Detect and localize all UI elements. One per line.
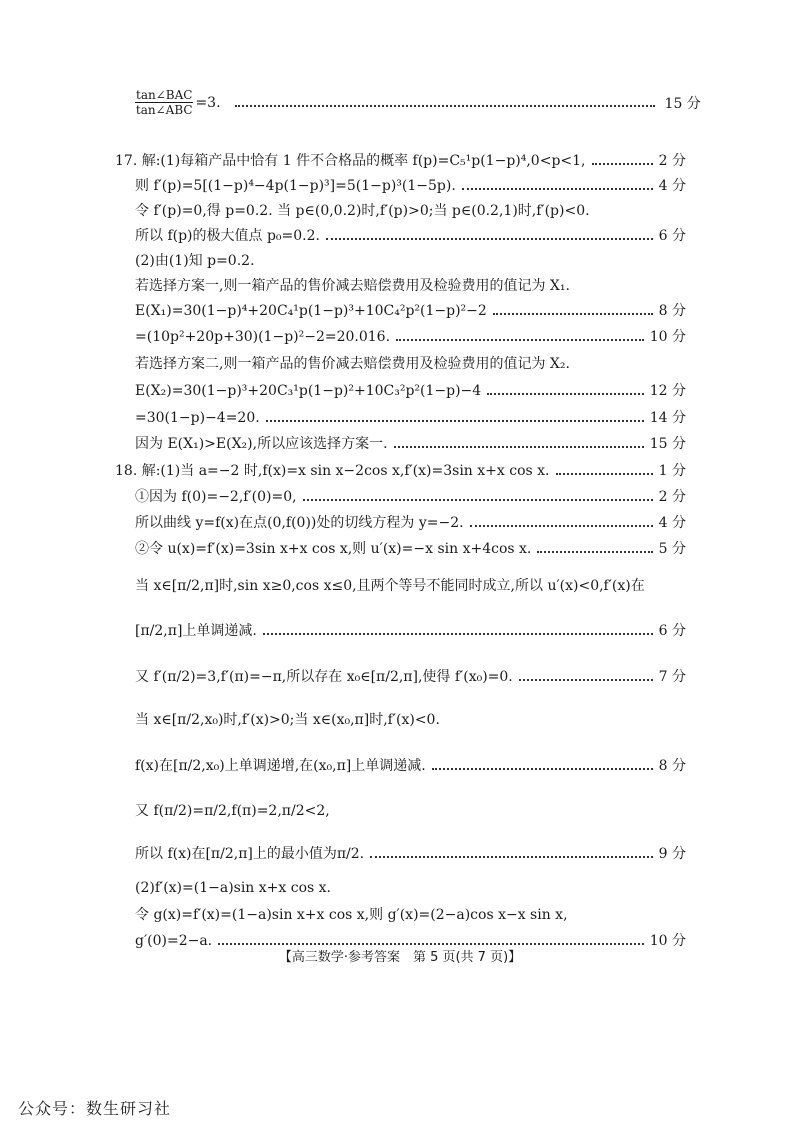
- tan-ratio-fraction: [135, 88, 193, 117]
- score-label: 7 分: [658, 669, 686, 685]
- line-text: 所以曲线 y=f(x)在点(0,f(0))处的切线方程为 y=−2.: [135, 515, 464, 531]
- solution-line: [135, 380, 686, 402]
- score-label: 2 分: [658, 489, 686, 505]
- leader-dots: [432, 766, 653, 770]
- line-text: 所以 f(p)的极大值点 p₀=0.2.: [135, 228, 320, 244]
- score-label: 12 分: [649, 383, 686, 399]
- score-label: 2 分: [658, 153, 686, 169]
- score-label: 15 分: [649, 436, 686, 452]
- score-label: 10 分: [649, 933, 686, 949]
- line-text: ①因为 f(0)=−2,f′(0)=0,: [135, 489, 297, 505]
- score-label: 5 分: [658, 541, 686, 557]
- line-text: 则 f′(p)=5[(1−p)⁴−4p(1−p)³]=5(1−p)³(1−5p).: [135, 178, 456, 194]
- line-text: 当 x∈[π/2,π]时,sin x≥0,cos x≤0,且两个等号不能同时成立,所以 u′(x)<0,f′(x)在: [135, 578, 645, 594]
- line-text: [π/2,π]上单调递减.: [135, 623, 257, 639]
- score-label: 9 分: [658, 846, 686, 862]
- solution-line: [135, 800, 686, 822]
- watermark-text: 公众号：数生研习社: [18, 1099, 172, 1118]
- solution-line: [135, 433, 686, 455]
- fraction-numerator: tan∠BAC: [136, 88, 193, 102]
- leader-dots: [592, 161, 653, 165]
- solution-line: [135, 575, 686, 597]
- solution-line: [135, 904, 686, 926]
- leader-dots: [537, 549, 652, 553]
- score-label: 4 分: [658, 178, 686, 194]
- solution-line: [135, 843, 686, 865]
- line-text: 令 f′(p)=0,得 p=0.2. 当 p∈(0,0.2)时,f′(p)>0;当 p∈(0.2,1)时,f′(p)<0.: [135, 203, 590, 219]
- solution-line: [135, 709, 686, 731]
- line-text: f(x)在[π/2,x₀)上单调递增,在(x₀,π]上单调递减.: [135, 758, 426, 774]
- fraction-denominator: tan∠ABC: [135, 103, 193, 117]
- line-text: E(X₂)=30(1−p)³+20C₃¹p(1−p)²+10C₃²p²(1−p)−4: [135, 383, 482, 399]
- line-text: (2)由(1)知 p=0.2.: [135, 253, 255, 269]
- leader-dots: [556, 471, 653, 475]
- solution-line: [135, 486, 686, 508]
- score-label: 15 分: [664, 95, 701, 112]
- solution-line: [135, 175, 686, 197]
- line-text: 若选择方案二,则一箱产品的售价减去赔偿费用及检验费用的值记为 X₂.: [135, 356, 570, 372]
- line-text: 18. 解:(1)当 a=−2 时,f(x)=x sin x−2cos x,f′(x)=3sin x+x cos x.: [115, 463, 550, 479]
- solution-line: [135, 755, 686, 777]
- leader-dots: [462, 186, 653, 190]
- solution-line: [135, 275, 686, 297]
- line-text: 所以 f(x)在[π/2,π]上的最小值为π/2.: [135, 846, 365, 862]
- solution-line: [135, 300, 686, 322]
- score-label: 4 分: [658, 515, 686, 531]
- leader-dots: [370, 854, 653, 858]
- solution-line: [135, 353, 686, 375]
- leader-dots: [263, 631, 653, 635]
- leader-dots: [235, 103, 655, 107]
- solution-line: [115, 150, 686, 172]
- solution-line: [135, 407, 686, 429]
- page-footer: 【高三数学·参考答案 第 5 页(共 7 页)】: [278, 950, 522, 965]
- line-text: 因为 E(X₁)>E(X₂),所以应该选择方案一.: [135, 436, 388, 452]
- score-label: 6 分: [658, 623, 686, 639]
- solution-line: [135, 538, 686, 560]
- score-label: 14 分: [649, 410, 686, 426]
- line-text: E(X₁)=30(1−p)⁴+20C₄¹p(1−p)³+10C₄²p²(1−p)²−2: [135, 303, 487, 319]
- line-text: (2)f′(x)=(1−a)sin x+x cos x.: [135, 880, 331, 896]
- leader-dots: [493, 311, 653, 315]
- score-label: 8 分: [658, 303, 686, 319]
- leader-dots: [396, 337, 644, 341]
- solution-line: [135, 666, 686, 688]
- leader-dots: [326, 236, 653, 240]
- fraction-line: [135, 88, 701, 117]
- line-text: =30(1−p)−4=20.: [135, 410, 260, 426]
- fraction-result: =3.: [195, 94, 221, 111]
- line-text: =(10p²+20p+30)(1−p)²−2=20.016.: [135, 329, 391, 345]
- leader-dots: [487, 391, 644, 395]
- line-text: 当 x∈[π/2,x₀)时,f′(x)>0;当 x∈(x₀,π]时,f′(x)<0.: [135, 712, 440, 728]
- score-label: 6 分: [658, 228, 686, 244]
- leader-dots: [218, 941, 644, 945]
- leader-dots: [470, 523, 653, 527]
- solution-line: [135, 250, 686, 272]
- score-label: 8 分: [658, 758, 686, 774]
- solution-line: [115, 460, 686, 482]
- leader-dots: [394, 444, 644, 448]
- solution-line: [135, 200, 686, 222]
- leader-dots: [303, 497, 653, 501]
- line-text: 令 g(x)=f′(x)=(1−a)sin x+x cos x,则 g′(x)=(2−a)cos x−x sin x,: [135, 907, 568, 923]
- line-text: ②令 u(x)=f′(x)=3sin x+x cos x,则 u′(x)=−x sin x+4cos x.: [135, 541, 532, 557]
- solution-line: [135, 512, 686, 534]
- line-text: 若选择方案一,则一箱产品的售价减去赔偿费用及检验费用的值记为 X₁.: [135, 278, 570, 294]
- solution-line: [135, 620, 686, 642]
- leader-dots: [266, 418, 644, 422]
- leader-dots: [519, 677, 653, 681]
- line-text: g′(0)=2−a.: [135, 933, 213, 949]
- solution-line: [135, 225, 686, 247]
- score-label: 1 分: [658, 463, 686, 479]
- line-text: 17. 解:(1)每箱产品中恰有 1 件不合格品的概率 f(p)=C₅¹p(1−p)⁴,0<p<1,: [115, 153, 586, 169]
- line-text: 又 f′(π/2)=3,f′(π)=−π,所以存在 x₀∈[π/2,π],使得 f′(x₀)=0.: [135, 669, 513, 685]
- solution-line: [135, 326, 686, 348]
- solution-line: [135, 877, 686, 899]
- score-label: 10 分: [649, 329, 686, 345]
- line-text: 又 f(π/2)=π/2,f(π)=2,π/2<2,: [135, 803, 330, 819]
